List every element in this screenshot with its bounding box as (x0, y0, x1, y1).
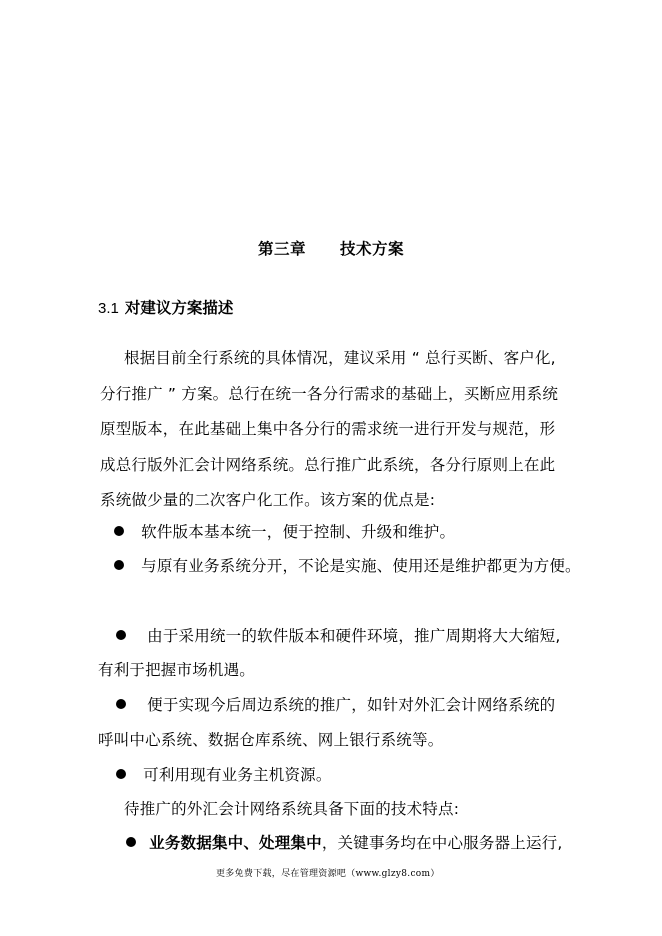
bullet-icon (116, 699, 126, 709)
section-heading (98, 296, 233, 318)
list-item-text: 由于采用统一的软件版本和硬件环境，推广周期将大大缩短, (147, 627, 561, 645)
list-item-text: 与原有业务系统分开，不论是实施、使用还是维护都更为方便。 (141, 557, 581, 575)
paragraph-line: 根据目前全行系统的具体情况，建议采用 “ 总行买断、客户化, (124, 349, 556, 367)
bullet-icon (116, 769, 126, 779)
list-item (114, 554, 581, 576)
list-item (116, 624, 560, 646)
section-number: 3.1 (98, 300, 119, 317)
list-item-text: 便于实现今后周边系统的推广，如针对外汇会计网络系统的 (147, 696, 556, 714)
list-item (114, 520, 455, 542)
chapter-name: 技术方案 (340, 240, 405, 258)
paragraph-line: 待推广的外汇会计网络系统具备下面的技术特点: (124, 800, 460, 818)
list-item-continuation: 呼叫中心系统、数据仓库系统、网上银行系统等。 (98, 731, 444, 749)
bullet-icon (116, 630, 126, 640)
section-title: 对建议方案描述 (124, 299, 234, 317)
list-item (116, 763, 332, 785)
paragraph-line: 原型版本，在此基础上集中各分行的需求统一进行开发与规范，形 (100, 420, 556, 438)
list-item-text: 可利用现有业务主机资源。 (143, 766, 332, 784)
feature-text: ，关键事务均在中心服务器上运行, (321, 834, 563, 852)
paragraph-line: 系统做少量的二次客户化工作。该方案的优点是: (100, 491, 436, 509)
paragraph-line: 分行推广 ” 方案。总行在统一各分行需求的基础上，买断应用系统 (100, 385, 559, 403)
bullet-icon (114, 526, 124, 536)
list-item-text: 软件版本基本统一，便于控制、升级和维护。 (141, 523, 456, 541)
feature-item (126, 831, 562, 853)
bullet-icon (114, 560, 124, 570)
chapter-number: 第三章 (258, 240, 307, 258)
bullet-icon (126, 837, 136, 847)
page-footer: 更多免费下载，尽在管理资源吧（www.glzy8.com） (216, 869, 440, 879)
chapter-title (258, 237, 404, 259)
feature-bold: 业务数据集中、处理集中 (149, 834, 322, 852)
list-item-continuation: 有利于把握市场机遇。 (98, 661, 256, 679)
paragraph-line: 成总行版外汇会计网络系统。总行推广此系统，各分行原则上在此 (100, 456, 556, 474)
list-item (116, 693, 555, 715)
